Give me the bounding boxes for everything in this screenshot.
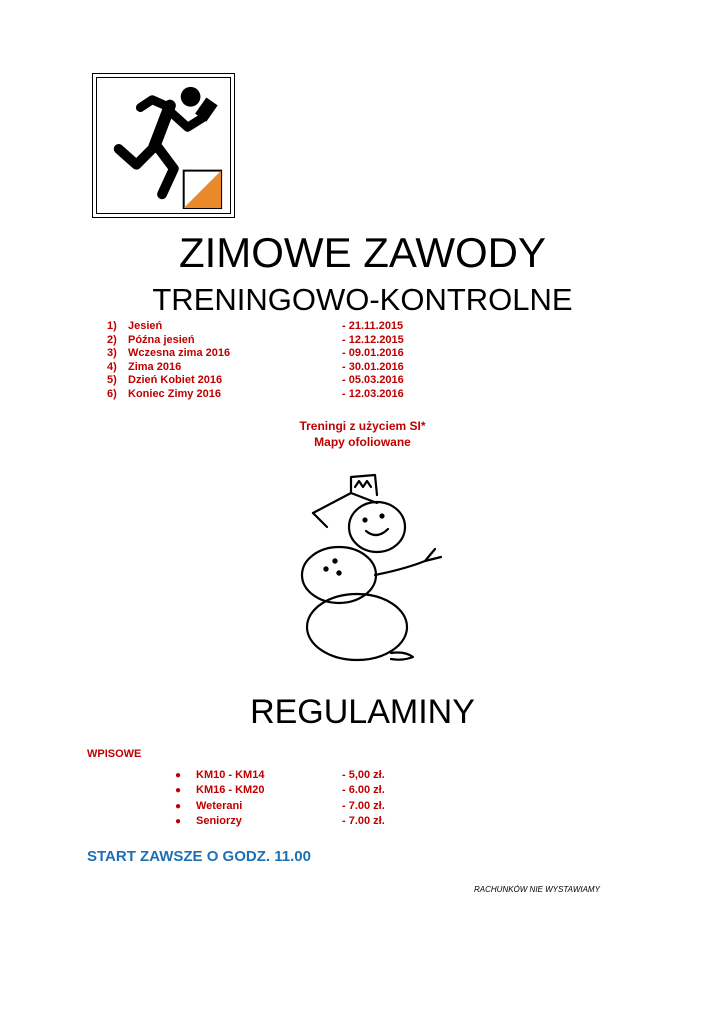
invoice-note: RACHUNKÓW NIE WYSTAWIAMY xyxy=(474,885,600,894)
start-time-text: START ZAWSZE O GODZ. 11.00 xyxy=(87,848,311,865)
list-item: 2) Późna jesień - 12.12.2015 xyxy=(107,333,404,346)
page-subtitle: TRENINGOWO-KONTROLNE xyxy=(152,282,573,317)
fee-list xyxy=(175,768,435,829)
bullet-icon: ● xyxy=(175,770,182,781)
page-title: ZIMOWE ZAWODY xyxy=(178,229,547,276)
list-item: 1) Jesień - 21.11.2015 xyxy=(107,320,404,332)
map-note: Mapy ofoliowane xyxy=(314,435,411,449)
regulations-heading: REGULAMINY xyxy=(250,693,475,731)
bullet-icon: ● xyxy=(175,785,182,797)
list-item: ● KM10 - KM14 - 5,00 zł. xyxy=(175,768,435,783)
list-item: ● Seniorzy - 7.00 zł. xyxy=(175,814,435,829)
list-item: ● Weterani - 7.00 zł. xyxy=(175,799,435,814)
orienteering-runner-icon xyxy=(97,78,230,213)
list-item: ● KM16 - KM20 - 6.00 zł. xyxy=(175,783,435,798)
list-item: 4) Zima 2016 - 30.01.2016 xyxy=(107,360,404,373)
bullet-icon: ● xyxy=(175,800,182,812)
list-item: 6) Koniec Zimy 2016 - 12.03.2016 xyxy=(107,387,404,400)
list-item: 5) Dzień Kobiet 2016 - 05.03.2016 xyxy=(107,374,404,387)
snowman-drawing xyxy=(295,465,445,670)
fee-label: WPISOWE xyxy=(87,748,142,760)
orienteering-logo xyxy=(92,73,235,218)
event-list xyxy=(107,320,427,402)
bullet-icon: ● xyxy=(175,815,182,827)
list-item: 3) Wczesna zima 2016 - 09.01.2016 xyxy=(107,347,404,360)
training-note: Treningi z użyciem SI* xyxy=(299,419,426,433)
